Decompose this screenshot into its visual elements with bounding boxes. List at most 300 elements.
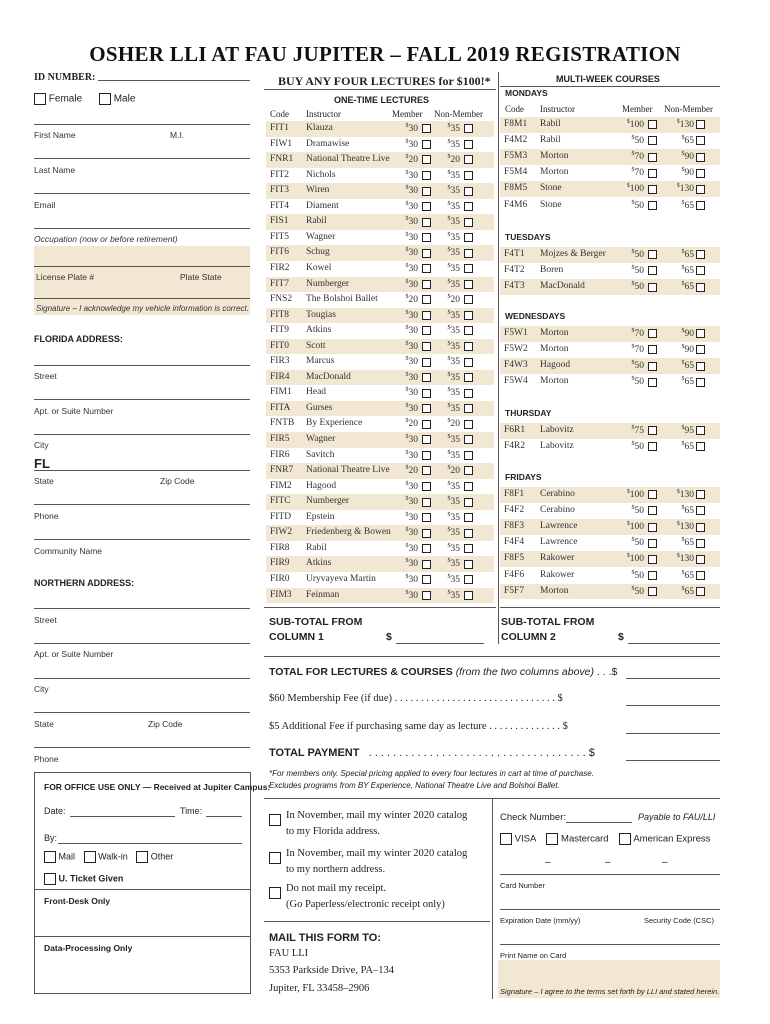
card-number-field[interactable] (500, 874, 720, 875)
lecture-instructor: Rabil (306, 542, 327, 553)
course-member-checkbox[interactable] (648, 136, 657, 145)
office-by-label: By: (44, 833, 58, 843)
course-nonmember-checkbox[interactable] (696, 490, 705, 499)
course-member-price: $50 (631, 537, 644, 549)
paperless-checkbox[interactable] (269, 887, 281, 899)
lecture-nonmember-checkbox[interactable] (464, 575, 473, 584)
lecture-member-checkbox[interactable] (422, 171, 431, 180)
course-nonmember-checkbox[interactable] (696, 283, 705, 292)
course-row (500, 247, 720, 263)
walkin-checkbox[interactable] (84, 851, 96, 863)
lecture-member-price: $30 (405, 434, 418, 446)
first-name-field[interactable] (34, 124, 250, 125)
course-member-checkbox[interactable] (648, 571, 657, 580)
expiration-csc-field[interactable] (500, 909, 720, 910)
lecture-nonmember-checkbox[interactable] (464, 373, 473, 382)
course-member-checkbox[interactable] (648, 523, 657, 532)
course-code: F4M2 (504, 135, 528, 146)
lecture-row (266, 556, 494, 572)
course-member-checkbox[interactable] (648, 442, 657, 451)
total-lectures-field[interactable] (626, 678, 720, 679)
day-heading: TUESDAYS (505, 232, 551, 242)
lecture-member-checkbox[interactable] (422, 466, 431, 475)
occupation-field[interactable] (34, 228, 250, 229)
course-instructor: Lawrence (540, 521, 578, 532)
lecture-code: FIR0 (270, 573, 290, 584)
lecture-nonmember-price: $35 (447, 511, 460, 523)
course-member-checkbox[interactable] (648, 378, 657, 387)
lecture-nonmember-checkbox[interactable] (464, 389, 473, 398)
mail-checkbox[interactable] (44, 851, 56, 863)
course-member-price: $70 (631, 151, 644, 163)
n-state-label: State (34, 719, 54, 729)
one-time-heading: ONE-TIME LECTURES (334, 95, 430, 105)
course-member-price: $75 (631, 425, 644, 437)
course-nonmember-checkbox[interactable] (696, 201, 705, 210)
course-nonmember-checkbox[interactable] (696, 169, 705, 178)
lecture-member-price: $30 (405, 340, 418, 352)
course-code: F8M5 (504, 183, 528, 194)
course-code: F5W2 (504, 344, 528, 355)
course-row (500, 326, 720, 342)
lecture-instructor: Uryvayeva Martin (306, 573, 376, 584)
membership-row: $60 Membership Fee (if due) . . . . . . . . . . . . . . . . . . . . . . . . . . . . . . . $ (269, 693, 563, 704)
lecture-member-checkbox[interactable] (422, 420, 431, 429)
subtotal2-field[interactable] (628, 643, 720, 644)
lecture-instructor: Numberger (306, 278, 350, 289)
check-number-label: Check Number: (500, 812, 566, 823)
lecture-member-checkbox[interactable] (422, 544, 431, 553)
lecture-nonmember-checkbox[interactable] (464, 420, 473, 429)
course-nonmember-checkbox[interactable] (696, 362, 705, 371)
course-row (500, 535, 720, 551)
lecture-instructor: Wiren (306, 185, 330, 196)
northern-address-heading: NORTHERN ADDRESS: (34, 578, 135, 588)
course-row (500, 198, 720, 214)
fl-street-field[interactable] (34, 365, 250, 366)
course-nonmember-checkbox[interactable] (696, 250, 705, 259)
community-field[interactable] (34, 539, 250, 540)
lecture-member-checkbox[interactable] (422, 249, 431, 258)
lecture-nonmember-checkbox[interactable] (464, 466, 473, 475)
course-row (500, 117, 720, 133)
male-label: Male (113, 93, 136, 105)
lecture-code: FIT6 (270, 247, 289, 258)
course-nonmember-checkbox[interactable] (696, 426, 705, 435)
course-member-price: $100 (626, 521, 644, 533)
course-nonmember-price: $130 (676, 489, 694, 501)
lecture-member-checkbox[interactable] (422, 435, 431, 444)
lecture-member-checkbox[interactable] (422, 124, 431, 133)
lecture-instructor: Kowel (306, 262, 332, 273)
lecture-row (266, 432, 494, 448)
lecture-member-checkbox[interactable] (422, 560, 431, 569)
course-instructor: Hagood (540, 360, 571, 371)
course-member-price: $50 (631, 360, 644, 372)
n-phone-field[interactable] (34, 747, 250, 748)
vehicle-signature-field[interactable] (34, 298, 250, 299)
lecture-nonmember-checkbox[interactable] (464, 187, 473, 196)
course-member-price: $50 (631, 135, 644, 147)
col1-nonmember-header: Non-Member (434, 109, 483, 119)
course-member-checkbox[interactable] (648, 362, 657, 371)
fl-apt-field[interactable] (34, 399, 250, 400)
subtotal1-field[interactable] (396, 643, 484, 644)
course-nonmember-checkbox[interactable] (696, 153, 705, 162)
col2-instructor-header: Instructor (540, 104, 575, 114)
course-instructor: Labovitz (540, 441, 574, 452)
lecture-nonmember-price: $35 (447, 216, 460, 228)
course-nonmember-checkbox[interactable] (696, 523, 705, 532)
data-processing-label: Data-Processing Only (44, 943, 133, 953)
visa-label: VISA (514, 833, 536, 845)
occupation-label: Occupation (now or before retirement) (34, 234, 178, 244)
lecture-member-checkbox[interactable] (422, 202, 431, 211)
lecture-member-checkbox[interactable] (422, 498, 431, 507)
course-row (500, 279, 720, 295)
last-name-field[interactable] (34, 158, 250, 159)
lecture-instructor: Friedenberg & Bowen (306, 527, 391, 538)
id-number-label: ID NUMBER: (34, 72, 96, 83)
office-use-title: FOR OFFICE USE ONLY — Received at Jupiter Campus: (44, 782, 271, 792)
lecture-member-checkbox[interactable] (422, 575, 431, 584)
lecture-instructor: Nichols (306, 169, 336, 180)
course-nonmember-price: $65 (681, 135, 694, 147)
total-lectures-note: (from the two columns above) (455, 666, 594, 678)
lecture-member-checkbox[interactable] (422, 389, 431, 398)
lecture-instructor: Gurses (306, 402, 333, 413)
course-nonmember-checkbox[interactable] (696, 136, 705, 145)
lecture-nonmember-checkbox[interactable] (464, 342, 473, 351)
course-row (500, 503, 720, 519)
lecture-nonmember-price: $35 (447, 356, 460, 368)
n-apt-label: Apt. or Suite Number (34, 649, 114, 659)
lecture-nonmember-checkbox[interactable] (464, 451, 473, 460)
lecture-nonmember-checkbox[interactable] (464, 171, 473, 180)
print-name-label: Print Name on Card (500, 951, 567, 960)
lecture-member-checkbox[interactable] (422, 155, 431, 164)
lecture-instructor: Hagood (306, 480, 337, 491)
course-nonmember-checkbox[interactable] (696, 266, 705, 275)
n-apt-field[interactable] (34, 643, 250, 644)
lecture-nonmember-checkbox[interactable] (464, 218, 473, 227)
col1-code-header: Code (270, 109, 289, 119)
lecture-instructor: Wagner (306, 434, 336, 444)
lecture-nonmember-checkbox[interactable] (464, 124, 473, 133)
course-code: F4T3 (504, 281, 525, 292)
lecture-code: FIR2 (270, 262, 290, 273)
total-payment-field[interactable] (626, 760, 720, 761)
lecture-nonmember-checkbox[interactable] (464, 295, 473, 304)
lecture-row (266, 416, 494, 432)
lecture-instructor: Feinman (306, 589, 340, 600)
lecture-member-price: $30 (405, 278, 418, 290)
course-member-price: $50 (631, 376, 644, 388)
lecture-member-checkbox[interactable] (422, 373, 431, 382)
course-member-checkbox[interactable] (648, 169, 657, 178)
lecture-code: FIW1 (270, 138, 293, 149)
mail-florida-checkbox[interactable] (269, 814, 281, 826)
male-checkbox[interactable] (99, 93, 111, 105)
n-phone-label: Phone (34, 754, 59, 764)
lecture-nonmember-price: $35 (447, 138, 460, 150)
paperless-label: Do not mail my receipt. (286, 883, 387, 894)
lecture-nonmember-checkbox[interactable] (464, 280, 473, 289)
lecture-nonmember-checkbox[interactable] (464, 264, 473, 273)
mail-address-3: Jupiter, FL 33458–2906 (269, 983, 370, 994)
course-code: F8M1 (504, 119, 528, 129)
lecture-member-price: $20 (405, 154, 418, 166)
lecture-nonmember-checkbox[interactable] (464, 155, 473, 164)
lecture-nonmember-price: $20 (447, 465, 460, 477)
course-nonmember-checkbox[interactable] (696, 329, 705, 338)
lecture-row (266, 370, 494, 386)
lecture-nonmember-checkbox[interactable] (464, 529, 473, 538)
lecture-row (266, 463, 494, 479)
lecture-row (266, 339, 494, 355)
lecture-code: FIR9 (270, 558, 290, 569)
course-row (500, 133, 720, 149)
course-member-checkbox[interactable] (648, 555, 657, 564)
course-member-checkbox[interactable] (648, 120, 657, 129)
id-number-field[interactable] (98, 80, 250, 81)
course-code: F5F7 (504, 585, 525, 596)
plate-state-label: Plate State (180, 272, 222, 282)
course-member-checkbox[interactable] (648, 345, 657, 354)
lecture-member-checkbox[interactable] (422, 342, 431, 351)
lecture-member-checkbox[interactable] (422, 218, 431, 227)
course-code: F4T2 (504, 265, 525, 276)
lecture-nonmember-price: $35 (447, 185, 460, 197)
lecture-nonmember-checkbox[interactable] (464, 311, 473, 320)
course-code: F4R2 (504, 441, 526, 452)
course-nonmember-price: $65 (681, 569, 694, 581)
course-row (500, 487, 720, 503)
n-city-field[interactable] (34, 678, 250, 679)
lecture-instructor: The Bolshoi Ballet (306, 294, 378, 305)
course-code: F4F6 (504, 569, 525, 580)
lecture-member-checkbox[interactable] (422, 591, 431, 600)
print-name-field[interactable] (500, 944, 720, 945)
lecture-nonmember-checkbox[interactable] (464, 513, 473, 522)
csc-label: Security Code (CSC) (644, 916, 715, 925)
fl-zip-label: Zip Code (160, 476, 195, 486)
course-code: F4W3 (504, 360, 528, 371)
course-member-checkbox[interactable] (648, 329, 657, 338)
lecture-nonmember-checkbox[interactable] (464, 358, 473, 367)
lecture-nonmember-price: $35 (447, 200, 460, 212)
lecture-nonmember-price: $35 (447, 402, 460, 415)
mastercard-label: Mastercard (561, 833, 609, 845)
course-nonmember-checkbox[interactable] (696, 539, 705, 548)
amex-checkbox[interactable] (619, 833, 631, 845)
course-nonmember-checkbox[interactable] (696, 555, 705, 564)
other-label: Other (150, 851, 174, 862)
lecture-nonmember-checkbox[interactable] (464, 435, 473, 444)
course-code: F4M6 (504, 199, 528, 210)
course-member-checkbox[interactable] (648, 185, 657, 194)
lecture-member-checkbox[interactable] (422, 513, 431, 522)
lecture-member-price: $30 (405, 262, 418, 275)
course-nonmember-price: $130 (676, 119, 694, 131)
other-checkbox[interactable] (136, 851, 148, 863)
lecture-member-checkbox[interactable] (422, 264, 431, 273)
ticket-checkbox[interactable] (44, 873, 56, 885)
card-number-label: Card Number (500, 881, 546, 890)
course-member-checkbox[interactable] (648, 506, 657, 515)
course-instructor: Morton (540, 376, 569, 387)
lecture-member-checkbox[interactable] (422, 404, 431, 413)
lecture-row (266, 448, 494, 464)
license-plate-field[interactable] (34, 266, 250, 267)
course-code: F5M4 (504, 167, 528, 178)
lecture-code: FITC (270, 496, 291, 507)
subtotal2-label2: COLUMN 2 (501, 631, 556, 643)
lecture-nonmember-checkbox[interactable] (464, 560, 473, 569)
lecture-member-price: $30 (405, 309, 418, 321)
course-nonmember-checkbox[interactable] (696, 506, 705, 515)
lecture-member-checkbox[interactable] (422, 311, 431, 320)
course-nonmember-checkbox[interactable] (696, 378, 705, 387)
lecture-nonmember-checkbox[interactable] (464, 140, 473, 149)
lecture-nonmember-price: $20 (447, 418, 460, 430)
lecture-code: FIT7 (270, 278, 289, 289)
page-title: OSHER LLI AT FAU JUPITER – FALL 2019 REGISTRATION (89, 42, 681, 66)
lecture-member-checkbox[interactable] (422, 233, 431, 242)
lecture-member-checkbox[interactable] (422, 451, 431, 460)
course-member-checkbox[interactable] (648, 250, 657, 259)
lecture-nonmember-checkbox[interactable] (464, 498, 473, 507)
course-code: F5W1 (504, 328, 528, 338)
course-nonmember-checkbox[interactable] (696, 120, 705, 129)
day-heading: FRIDAYS (505, 472, 542, 482)
n-street-field[interactable] (34, 608, 250, 609)
lecture-instructor: Head (306, 387, 327, 398)
lecture-code: FIT2 (270, 169, 289, 180)
fl-state-label: State (34, 476, 54, 486)
lecture-member-checkbox[interactable] (422, 295, 431, 304)
lecture-row (266, 401, 494, 417)
course-row (500, 374, 720, 390)
lecture-row (266, 308, 494, 324)
course-member-checkbox[interactable] (648, 266, 657, 275)
lecture-code: FIM2 (270, 480, 292, 491)
lecture-nonmember-checkbox[interactable] (464, 404, 473, 413)
check-number-field[interactable] (566, 822, 632, 823)
lecture-member-checkbox[interactable] (422, 529, 431, 538)
lecture-member-checkbox[interactable] (422, 482, 431, 491)
course-nonmember-checkbox[interactable] (696, 571, 705, 580)
course-nonmember-price: $65 (681, 505, 694, 517)
course-nonmember-price: $65 (681, 265, 694, 277)
lecture-member-price: $30 (405, 371, 418, 383)
lecture-code: FIW2 (270, 527, 293, 538)
mail-northern-checkbox[interactable] (269, 852, 281, 864)
lecture-nonmember-checkbox[interactable] (464, 544, 473, 553)
course-nonmember-checkbox[interactable] (696, 345, 705, 354)
walkin-label: Walk-in (98, 851, 128, 862)
course-nonmember-checkbox[interactable] (696, 587, 705, 596)
course-nonmember-price: $90 (681, 344, 694, 356)
female-checkbox[interactable] (34, 93, 46, 105)
course-instructor: Labovitz (540, 425, 574, 435)
course-member-checkbox[interactable] (648, 426, 657, 435)
course-row (500, 358, 720, 374)
office-by-field[interactable] (58, 843, 242, 844)
additional-fee-dollar: $ (562, 721, 568, 732)
fl-phone-field[interactable] (34, 504, 250, 505)
lecture-instructor: MacDonald (306, 371, 351, 382)
course-row (500, 423, 720, 439)
lecture-nonmember-checkbox[interactable] (464, 591, 473, 600)
lecture-code: FIM1 (270, 387, 292, 398)
n-state-zip-field[interactable] (34, 712, 250, 713)
lecture-member-checkbox[interactable] (422, 358, 431, 367)
course-member-checkbox[interactable] (648, 283, 657, 292)
email-label: Email (34, 200, 56, 210)
day-heading: WEDNESDAYS (505, 311, 566, 321)
course-member-checkbox[interactable] (648, 587, 657, 596)
lecture-nonmember-checkbox[interactable] (464, 249, 473, 258)
course-member-price: $50 (631, 199, 644, 211)
additional-fee-label: $5 Additional Fee if purchasing same day as lecture (269, 721, 487, 732)
additional-fee-row: $5 Additional Fee if purchasing same day as lecture . . . . . . . . . . . . . . $ (269, 721, 568, 732)
email-field[interactable] (34, 193, 250, 194)
lecture-code: FIR5 (270, 434, 290, 444)
lecture-nonmember-checkbox[interactable] (464, 233, 473, 242)
lecture-member-checkbox[interactable] (422, 280, 431, 289)
lecture-nonmember-price: $20 (447, 154, 460, 166)
lecture-code: FIT8 (270, 309, 289, 320)
course-nonmember-checkbox[interactable] (696, 185, 705, 194)
membership-label: $60 Membership Fee (if due) (269, 693, 393, 704)
course-row (500, 439, 720, 455)
lecture-member-checkbox[interactable] (422, 187, 431, 196)
mail-address-1: FAU LLI (269, 948, 309, 959)
course-member-checkbox[interactable] (648, 490, 657, 499)
lecture-nonmember-checkbox[interactable] (464, 482, 473, 491)
lecture-code: FIM3 (270, 589, 292, 600)
fl-state-zip-field[interactable] (34, 470, 250, 471)
lecture-nonmember-checkbox[interactable] (464, 326, 473, 335)
mastercard-checkbox[interactable] (546, 833, 558, 845)
office-time-field[interactable] (206, 816, 242, 817)
course-instructor: Morton (540, 167, 569, 178)
membership-field[interactable] (626, 705, 720, 706)
expiration-label: Expiration Date (mm/yy) (500, 916, 581, 925)
lecture-nonmember-checkbox[interactable] (464, 202, 473, 211)
course-member-checkbox[interactable] (648, 201, 657, 210)
visa-checkbox[interactable] (500, 833, 512, 845)
total-payment-dollar: $ (588, 747, 595, 759)
lecture-member-checkbox[interactable] (422, 326, 431, 335)
fl-city-field[interactable] (34, 434, 250, 435)
course-nonmember-price: $65 (681, 199, 694, 211)
lecture-member-checkbox[interactable] (422, 140, 431, 149)
course-instructor: Morton (540, 344, 569, 355)
course-member-checkbox[interactable] (648, 153, 657, 162)
course-nonmember-checkbox[interactable] (696, 442, 705, 451)
lecture-code: FITA (270, 402, 291, 413)
first-name-label: First Name (34, 130, 76, 140)
course-member-checkbox[interactable] (648, 539, 657, 548)
additional-fee-field[interactable] (626, 733, 720, 734)
lecture-nonmember-price: $35 (447, 434, 460, 446)
lecture-member-price: $30 (405, 325, 418, 337)
lecture-instructor: Schug (306, 247, 330, 258)
course-instructor: Cerabino (540, 505, 575, 516)
office-date-field[interactable] (70, 816, 175, 817)
